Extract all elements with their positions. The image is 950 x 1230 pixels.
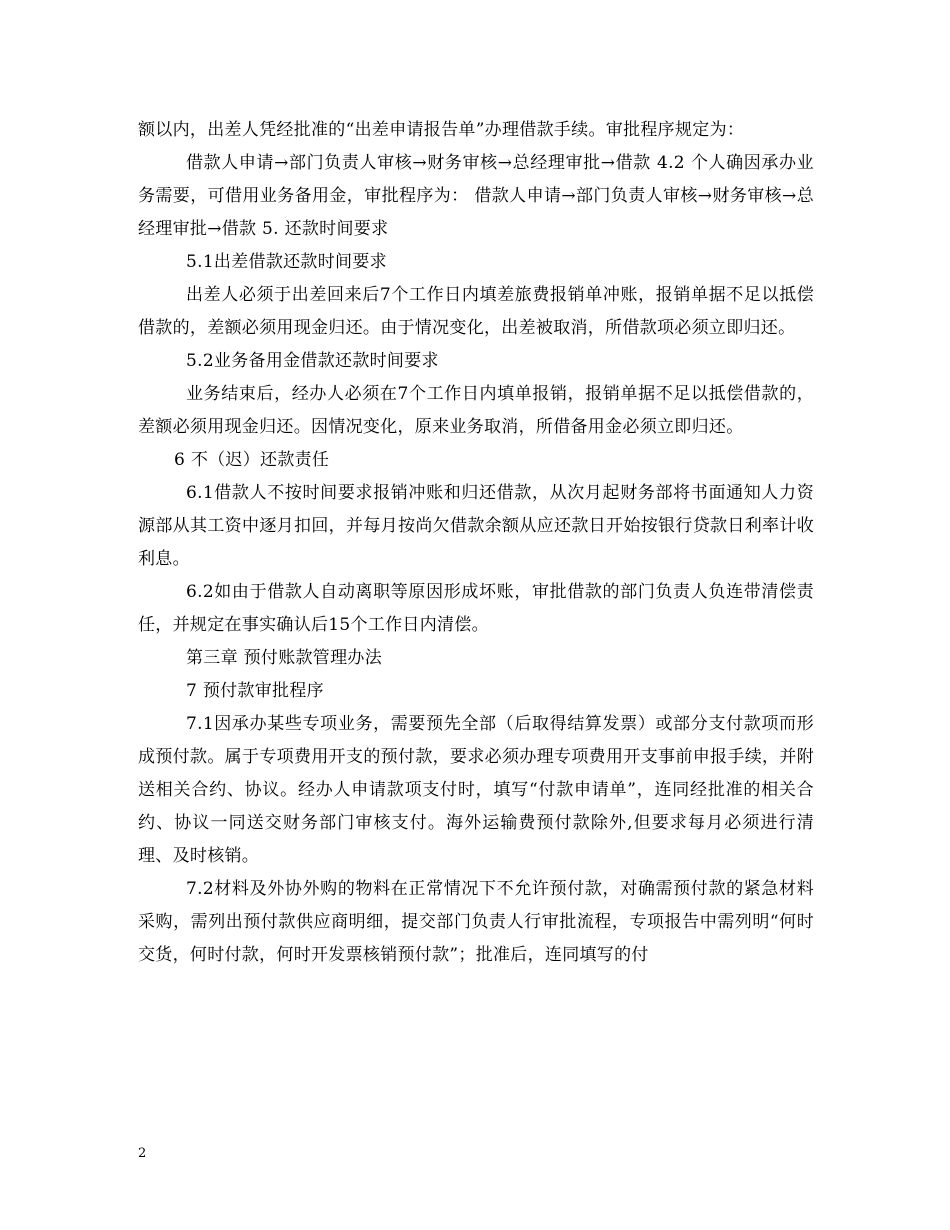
paragraph-7-2: 7.2材料及外协外购的物料在正常情况下不允许预付款，对确需预付款的紧急材料采购，需列出预付款供应商明细，提交部门负责人行审批流程，专项报告中需列明“何时交货，何时付款，何时开发票核销预付款”；批准后，连同填写的付 <box>138 879 814 965</box>
section-heading-7: 7 预付款审批程序 <box>186 681 324 701</box>
page-number: 2 <box>138 1146 147 1161</box>
paragraph-5-1-body: 出差人必须于出差回来后7个工作日内填差旅费报销单冲账，报销单据不足以抵偿借款的，差额必须用现金归还。由于情况变化，出差被取消，所借款项必须立即归还。 <box>138 285 814 338</box>
paragraph-6-1: 6.1借款人不按时间要求报销冲账和归还借款，从次月起财务部将书面通知人力资源部从其工资中逐月扣回，并每月按尚欠借款余额从应还款日开始按银行贷款日利率计收利息。 <box>138 483 814 569</box>
document-body <box>138 114 814 972</box>
paragraph-5-2-body: 业务结束后，经办人必须在7个工作日内填单报销，报销单据不足以抵偿借款的，差额必须用现金归还。因情况变化，原来业务取消，所借备用金必须立即归还。 <box>138 384 814 437</box>
chapter-heading-3: 第三章 预付账款管理办法 <box>186 648 383 668</box>
section-heading-5-2: 5.2业务备用金借款还款时间要求 <box>186 351 439 371</box>
section-heading-6: 6 不（迟）还款责任 <box>174 450 330 470</box>
paragraph-2: 借款人申请→部门负责人审核→财务审核→总经理审批→借款 4.2 个人确因承办业务需要，可借用业务备用金，审批程序为： 借款人申请→部门负责人审核→财务审核→总经理审批→借款 5. 还款时间要求 <box>138 153 814 239</box>
section-heading-5-1: 5.1出差借款还款时间要求 <box>186 252 387 272</box>
paragraph-1: 额以内，出差人凭经批准的“出差申请报告单”办理借款手续。审批程序规定为： <box>138 120 745 140</box>
paragraph-6-2: 6.2如由于借款人自动离职等原因形成坏账，审批借款的部门负责人负连带清偿责任，并规定在事实确认后15个工作日内清偿。 <box>138 582 814 635</box>
paragraph-7-1: 7.1因承办某些专项业务，需要预先全部（后取得结算发票）或部分支付款项而形成预付款。属于专项费用开支的预付款，要求必须办理专项费用开支事前申报手续，并附送相关合约、协议。经办人申请款项支付时，填写“付款申请单”，连同经批准的相关合约、协议一同送交财务部门审核支付。海外运输费预付款除外,但要求每月必须进行清理、及时核销。 <box>138 714 814 866</box>
